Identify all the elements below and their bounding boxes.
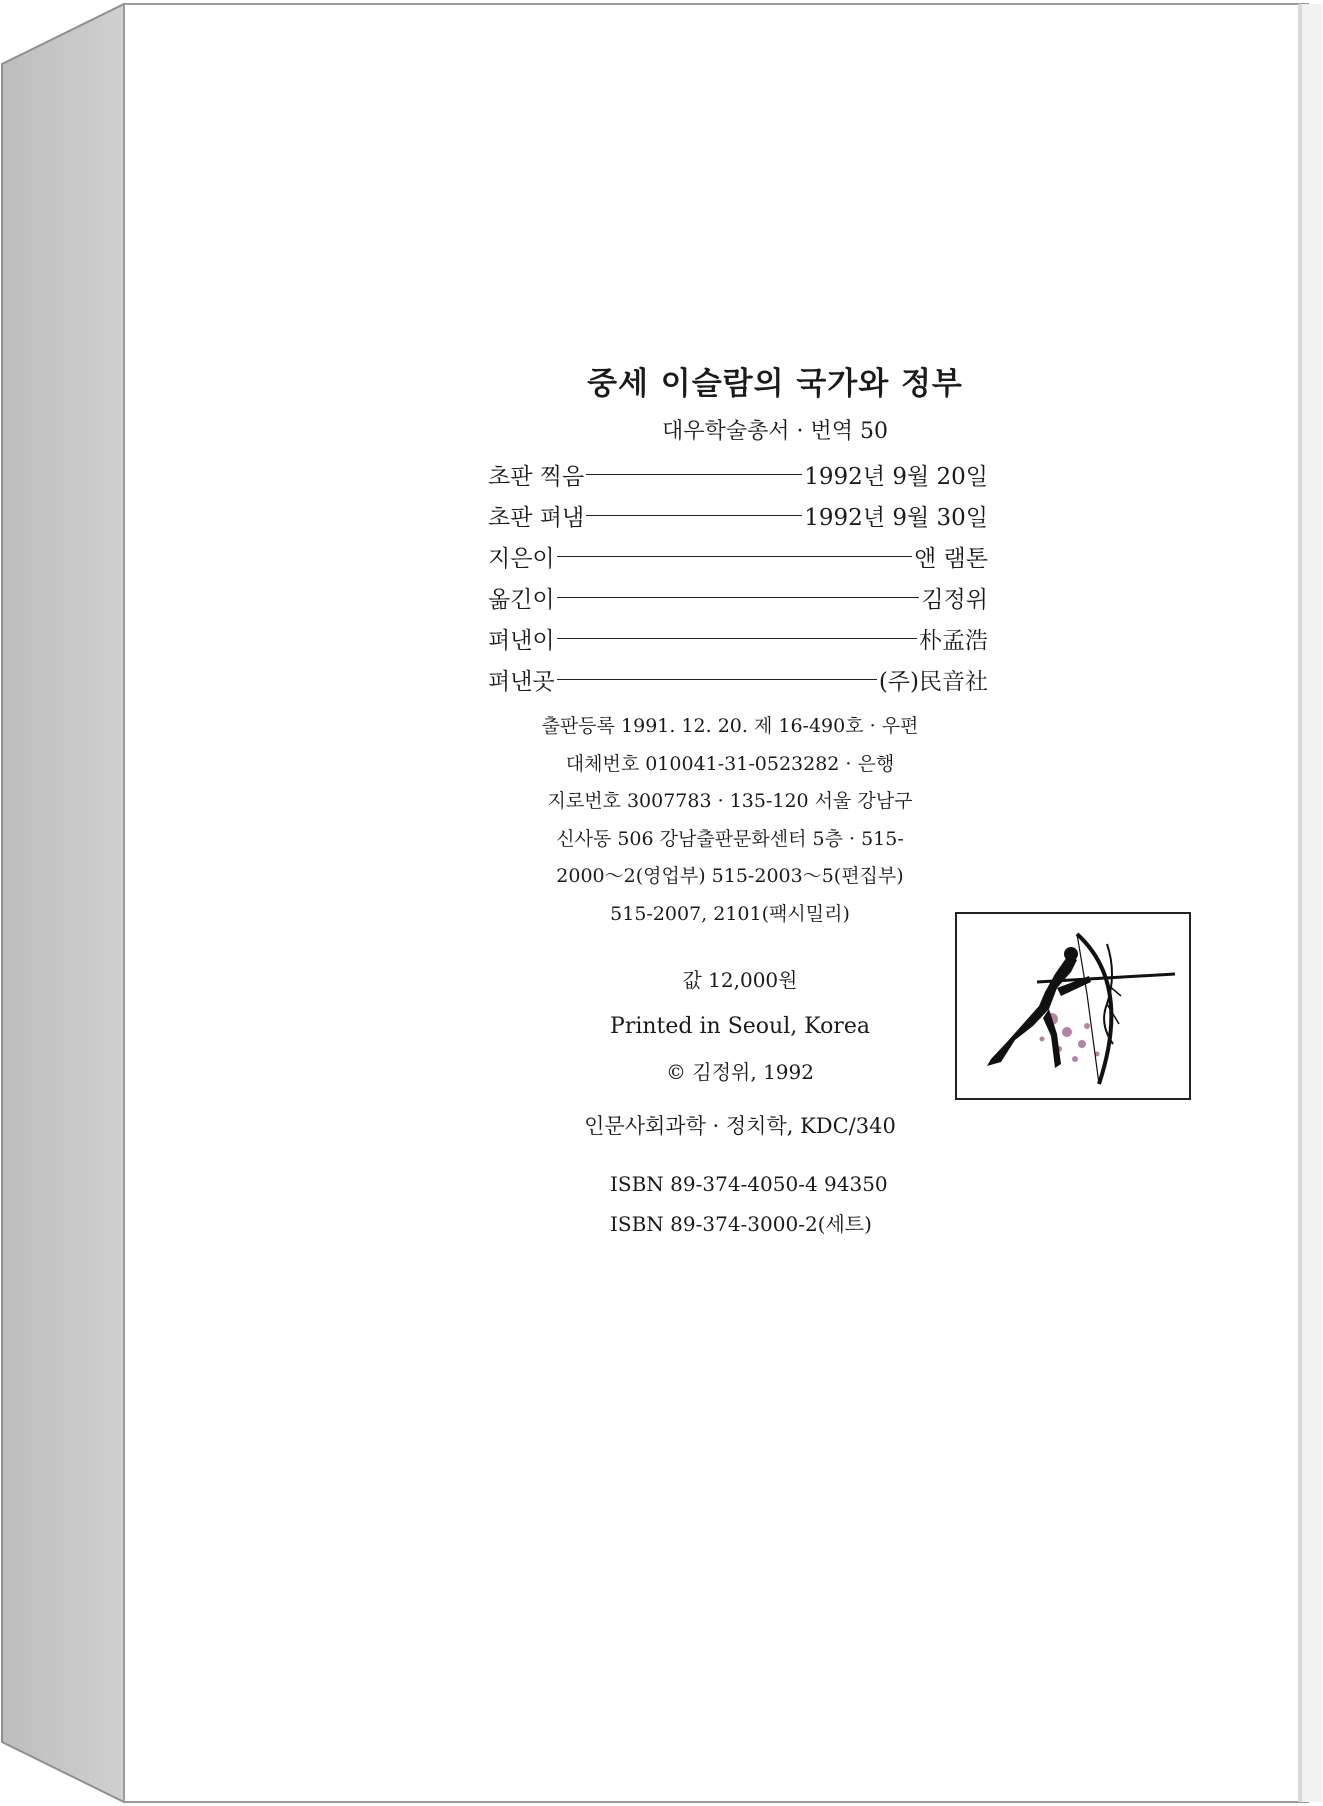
colophon [430,268,1120,1298]
credit-label: 지은이 [488,546,555,572]
publisher-info-line: 출판등록 1991. 12. 20. 제 16-490호 · 우편 [541,715,919,737]
classification: 인문사회과학 · 정치학, KDC/340 [584,1114,896,1138]
archer-logo-icon [957,914,1189,1098]
credit-value: 김정위 [921,587,988,613]
printed-in: Printed in Seoul, Korea [610,1014,870,1039]
credit-value: 1992년 9월 30일 [804,505,988,531]
credit-row [488,577,988,618]
credit-row [488,495,988,536]
credit-row [488,618,988,659]
credit-label: 옮긴이 [488,587,555,613]
publisher-info-line: 2000～2(영업부) 515-2003～5(편집부) [556,865,904,887]
isbn-line: ISBN 89-374-4050-4 94350 [610,1172,888,1196]
isbn-line: ISBN 89-374-3000-2(세트) [610,1212,872,1236]
publisher-info-line: 지로번호 3007783 · 135-120 서울 강남구 [547,790,913,812]
leader-line [557,679,877,680]
series-label: 대우학술총서 · 번역 50 [662,419,888,444]
credit-value: 앤 램톤 [914,546,988,572]
credit-label: 펴낸곳 [488,669,555,695]
book-title: 중세 이슬람의 국가와 정부 [587,366,963,402]
credit-value: 1992년 9월 20일 [804,464,988,490]
price: 값 12,000원 [682,968,798,992]
copyright: © 김정위, 1992 [666,1060,814,1084]
credit-row [488,454,988,495]
credit-label: 펴낸이 [488,628,555,654]
credits-list [488,454,988,700]
publisher-info [510,708,950,933]
credit-label: 초판 찍음 [488,464,585,490]
isbn-block [610,1164,1010,1244]
credit-value: (주)民音社 [878,669,988,695]
leader-line [586,474,802,475]
credit-label: 초판 펴냄 [488,505,585,531]
publisher-info-line: 신사동 506 강남출판문화센터 5층 · 515- [556,827,904,850]
publisher-info-line: 515-2007, 2101(팩시밀리) [610,902,850,925]
leader-line [557,638,917,639]
leader-line [586,515,802,516]
leader-line [557,597,920,598]
credit-row [488,659,988,700]
publisher-info-line: 대체번호 010041-31-0523282 · 은행 [565,752,895,775]
credit-row [488,536,988,577]
leader-line [557,556,912,557]
publisher-stamp [955,912,1191,1100]
credit-value: 朴孟浩 [919,628,988,654]
